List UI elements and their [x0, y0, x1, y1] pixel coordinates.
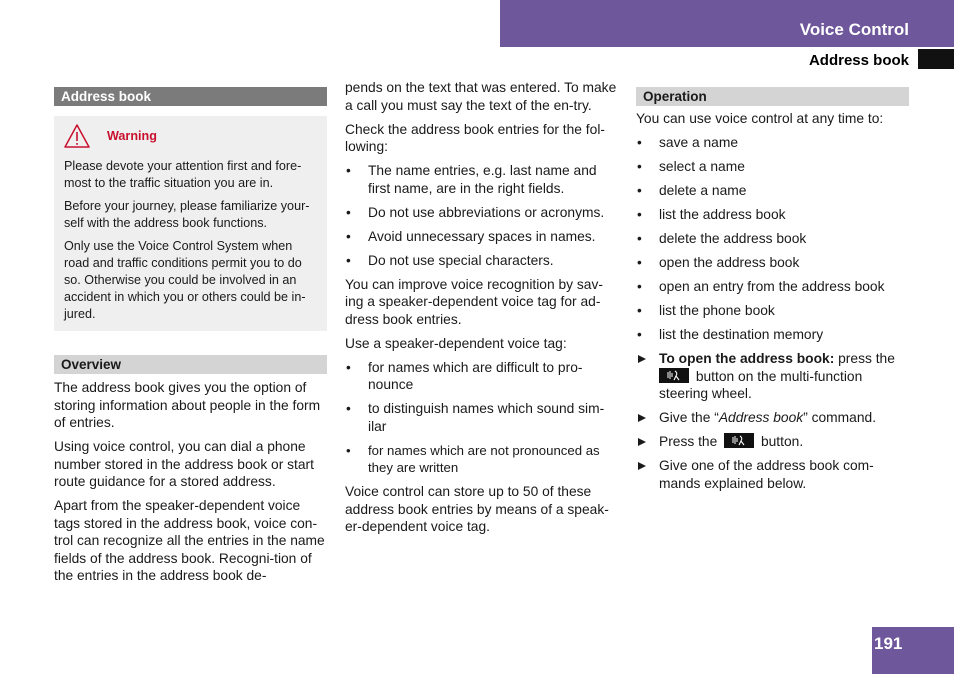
section-header-operation: Operation: [636, 87, 909, 106]
voice-tag-use-list: [345, 359, 620, 477]
check-list: [345, 162, 620, 269]
list-item: • Avoid unnecessary spaces in names.: [345, 228, 620, 246]
body-paragraph: Check the address book entries for the fol-lowing:: [345, 121, 605, 154]
section-header-overview: Overview: [54, 355, 327, 374]
warning-box: [54, 116, 327, 331]
body-paragraph: Use a speaker-dependent voice tag:: [345, 335, 567, 351]
column-2: [345, 79, 620, 542]
step-text: Give one of the address book com-mands explained below.: [659, 458, 874, 491]
body-paragraph: You can improve voice recognition by sav-ing a speaker-dependent voice tag for ad-dress book entries.: [345, 276, 603, 327]
column-1: [54, 79, 327, 591]
action-list: [636, 134, 909, 344]
voice-control-button-icon: [724, 433, 754, 448]
section-header-address-book: Address book: [54, 87, 327, 106]
body-paragraph: Using voice control, you can dial a phone number stored in the address book or start route guidance for a stored address.: [54, 439, 314, 489]
list-item: • Do not use abbreviations or acronyms.: [345, 204, 620, 222]
list-item: • delete a name: [636, 182, 909, 200]
section-title: Address book: [808, 52, 909, 69]
list-item: • The name entries, e.g. last name and first name, are in the right fields.: [345, 162, 620, 197]
list-item: • save a name: [636, 134, 909, 152]
warning-label: Warning: [107, 128, 157, 143]
body-paragraph: You can use voice control at any time to:: [636, 111, 884, 126]
step-text: Press the: [659, 434, 718, 449]
step-text: button.: [757, 434, 804, 449]
column-3: [636, 79, 909, 499]
list-item: • for names which are not pronounced as they are written: [345, 442, 620, 477]
step-text: Give the “: [659, 410, 719, 425]
warning-paragraph: Please devote your attention first and fore-most to the traffic situation you are in.: [64, 159, 302, 190]
step-arrow-icon: [638, 438, 646, 446]
warning-title: [64, 124, 318, 148]
step-text: ” command.: [803, 410, 877, 425]
step-text: press the: [834, 351, 895, 366]
chapter-title: Voice Control: [799, 20, 909, 39]
list-item: • delete the address book: [636, 230, 909, 248]
list-item: • list the phone book: [636, 302, 909, 320]
step-bold-text: To open the address book:: [659, 351, 835, 366]
step-arrow-icon: [638, 355, 646, 363]
list-item: • list the address book: [636, 206, 909, 224]
list-item: • open the address book: [636, 254, 909, 272]
command-name: Address book: [718, 410, 804, 425]
step-text: button on the multi-function steering wheel.: [659, 368, 863, 401]
instruction-step: [636, 457, 909, 492]
step-arrow-icon: [638, 414, 646, 422]
warning-paragraph: Before your journey, please familiarize your-self with the address book functions.: [64, 199, 310, 230]
step-arrow-icon: [638, 462, 646, 470]
body-paragraph: The address book gives you the option of storing information about people in the form of entries.: [54, 380, 321, 430]
page-number: 191: [872, 627, 954, 674]
list-item: • for names which are difficult to pro-nounce: [345, 359, 620, 394]
body-paragraph: Apart from the speaker-dependent voice tags stored in the address book, voice con-trol can recognize all the entries in the name fields of the address book. Recogni-tion of the entries in the address book de-: [54, 498, 325, 583]
list-item: • to distinguish names which sound sim-ilar: [345, 400, 620, 435]
list-item: • open an entry from the address book: [636, 278, 909, 296]
list-item: • Do not use special characters.: [345, 252, 620, 270]
instruction-step: [636, 409, 909, 427]
thumb-tab-marker: [918, 49, 954, 69]
body-paragraph: pends on the text that was entered. To make a call you must say the text of the en-try.: [345, 80, 617, 113]
warning-triangle-icon: [64, 124, 90, 148]
warning-paragraph: Only use the Voice Control System when road and traffic conditions permit you to do so. Otherwise you could be involved in an accident in which you or others could be in-jured.: [64, 239, 306, 321]
list-item: • select a name: [636, 158, 909, 176]
instruction-step: [636, 433, 909, 451]
body-paragraph: Voice control can store up to 50 of these address book entries by means of a speak-er-dependent voice tag.: [345, 484, 609, 534]
list-item: • list the destination memory: [636, 326, 909, 344]
instruction-step: [636, 350, 909, 403]
voice-control-button-icon: [659, 368, 689, 383]
